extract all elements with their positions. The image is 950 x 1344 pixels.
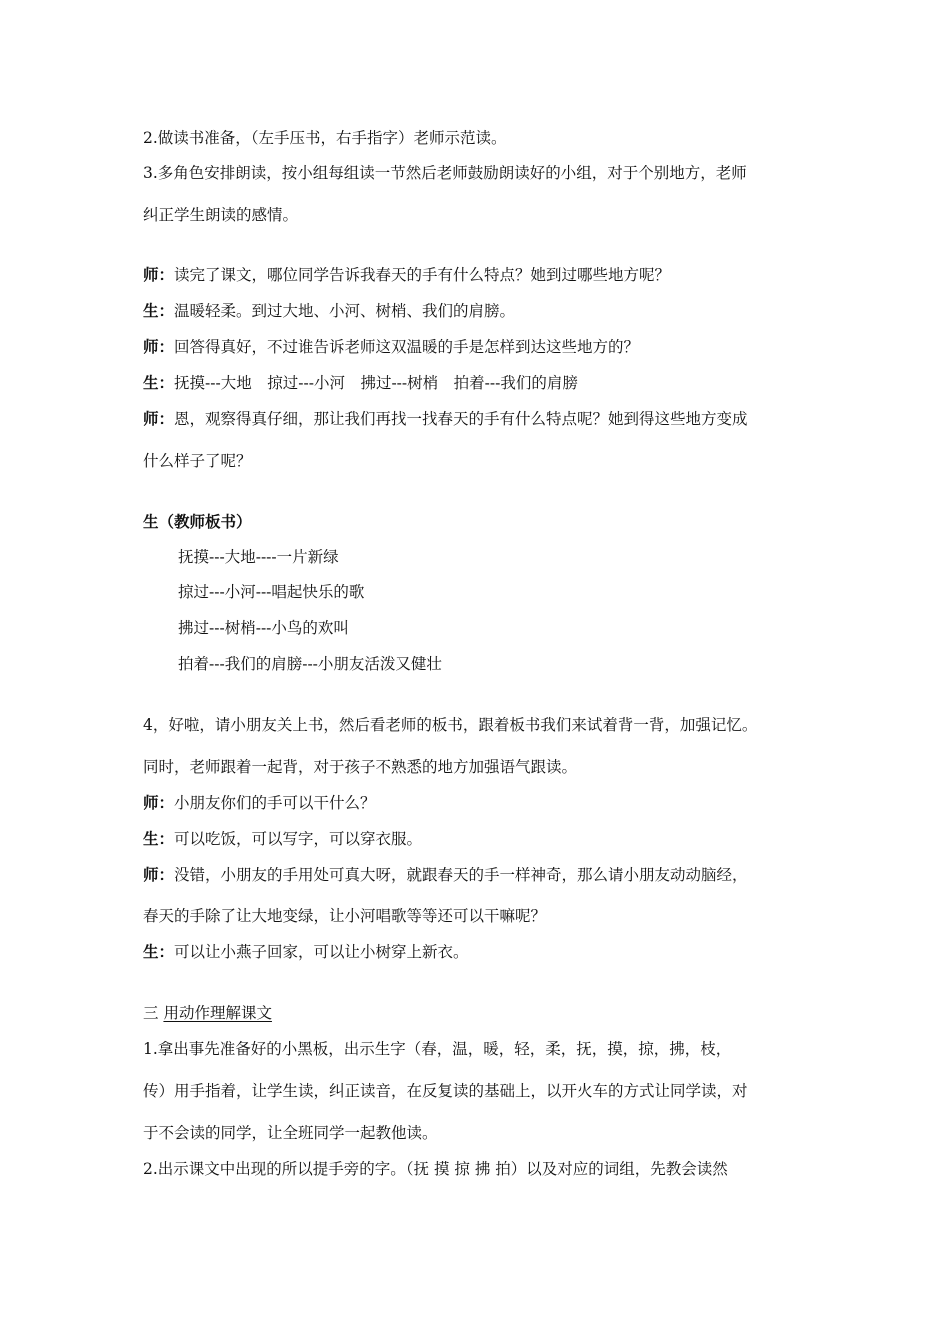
speaker-teacher: 师： xyxy=(143,865,175,884)
speaker-teacher: 师： xyxy=(143,409,175,428)
dialogue-text: 可以吃饭，可以写字，可以穿衣服。 xyxy=(174,830,423,848)
dialogue-line xyxy=(143,337,818,357)
dialogue-line xyxy=(143,373,818,393)
dialogue-line xyxy=(143,793,818,813)
speaker-teacher: 师： xyxy=(143,793,175,812)
dialogue-text: 读完了课文，哪位同学告诉我春天的手有什么特点？她到过哪些地方呢？ xyxy=(174,266,671,284)
paragraph-step-4: 4，好啦，请小朋友关上书，然后看老师的板书，跟着板书我们来试着背一背，加强记忆。 xyxy=(143,716,758,734)
speaker-teacher: 师： xyxy=(143,265,175,284)
dialogue-line xyxy=(143,865,818,885)
section-number: 三 xyxy=(143,1004,164,1022)
dialogue-line xyxy=(143,942,818,962)
dialogue-line-cont: 春天的手除了让大地变绿，让小河唱歌等等还可以干嘛呢？ xyxy=(143,907,547,925)
dialogue-line xyxy=(143,301,818,321)
dialogue-line-cont: 什么样子了呢？ xyxy=(143,452,252,470)
paragraph-step-4-cont: 同时，老师跟着一起背，对于孩子不熟悉的地方加强语气跟读。 xyxy=(143,758,578,776)
paragraph-step-2: 2.做读书准备，（左手压书，右手指字）老师示范读。 xyxy=(143,129,507,147)
dialogue-text: 没错，小朋友的手用处可真大呀，就跟春天的手一样神奇，那么请小朋友动动脑经， xyxy=(174,866,748,884)
speaker-teacher: 师： xyxy=(143,337,175,356)
dialogue-text: 温暖轻柔。到过大地、小河、树梢、我们的肩膀。 xyxy=(174,302,516,320)
section-title: 用动作理解课文 xyxy=(163,1004,272,1022)
speaker-student: 生： xyxy=(143,942,175,961)
paragraph-section3-1: 1.拿出事先准备好的小黑板，出示生字（春，温，暖，轻，柔，抚，摸，掠，拂，枝， xyxy=(143,1040,732,1058)
paragraph-section3-2: 2.出示课文中出现的所以提手旁的字。（抚 摸 掠 拂 拍）以及对应的词组，先教会读然 xyxy=(143,1160,728,1178)
dialogue-text: 抚摸---大地 掠过---小河 拂过---树梢 拍着---我们的肩膀 xyxy=(174,374,578,392)
board-line: 拍着---我们的肩膀---小朋友活泼又健壮 xyxy=(178,655,442,673)
speaker-student: 生： xyxy=(143,829,175,848)
dialogue-line xyxy=(143,265,818,285)
dialogue-text: 恩，观察得真仔细，那让我们再找一找春天的手有什么特点呢？她到得这些地方变成 xyxy=(174,410,748,428)
dialogue-line xyxy=(143,409,818,429)
paragraph-step-3-cont: 纠正学生朗读的感情。 xyxy=(143,206,299,224)
board-line: 掠过---小河---唱起快乐的歌 xyxy=(178,583,365,601)
paragraph-section3-1-cont: 传）用手指着，让学生读，纠正读音，在反复读的基础上，以开火车的方式让同学读，对 xyxy=(143,1082,748,1100)
speaker-student: 生： xyxy=(143,301,175,320)
section-3-heading xyxy=(143,1003,818,1023)
speaker-student: 生： xyxy=(143,373,175,392)
board-line: 抚摸---大地----一片新绿 xyxy=(178,548,339,566)
dialogue-text: 小朋友你们的手可以干什么？ xyxy=(174,794,376,812)
dialogue-text: 可以让小燕子回家，可以让小树穿上新衣。 xyxy=(174,943,469,961)
dialogue-text: 回答得真好，不过谁告诉老师这双温暖的手是怎样到达这些地方的？ xyxy=(174,338,640,356)
board-heading: 生（教师板书） xyxy=(143,512,252,531)
dialogue-line xyxy=(143,829,818,849)
paragraph-section3-1-cont: 于不会读的同学，让全班同学一起教他读。 xyxy=(143,1124,438,1142)
board-line: 拂过---树梢---小鸟的欢叫 xyxy=(178,619,349,637)
paragraph-step-3: 3.多角色安排朗读，按小组每组读一节然后老师鼓励朗读好的小组，对于个别地方，老师 xyxy=(143,164,747,182)
